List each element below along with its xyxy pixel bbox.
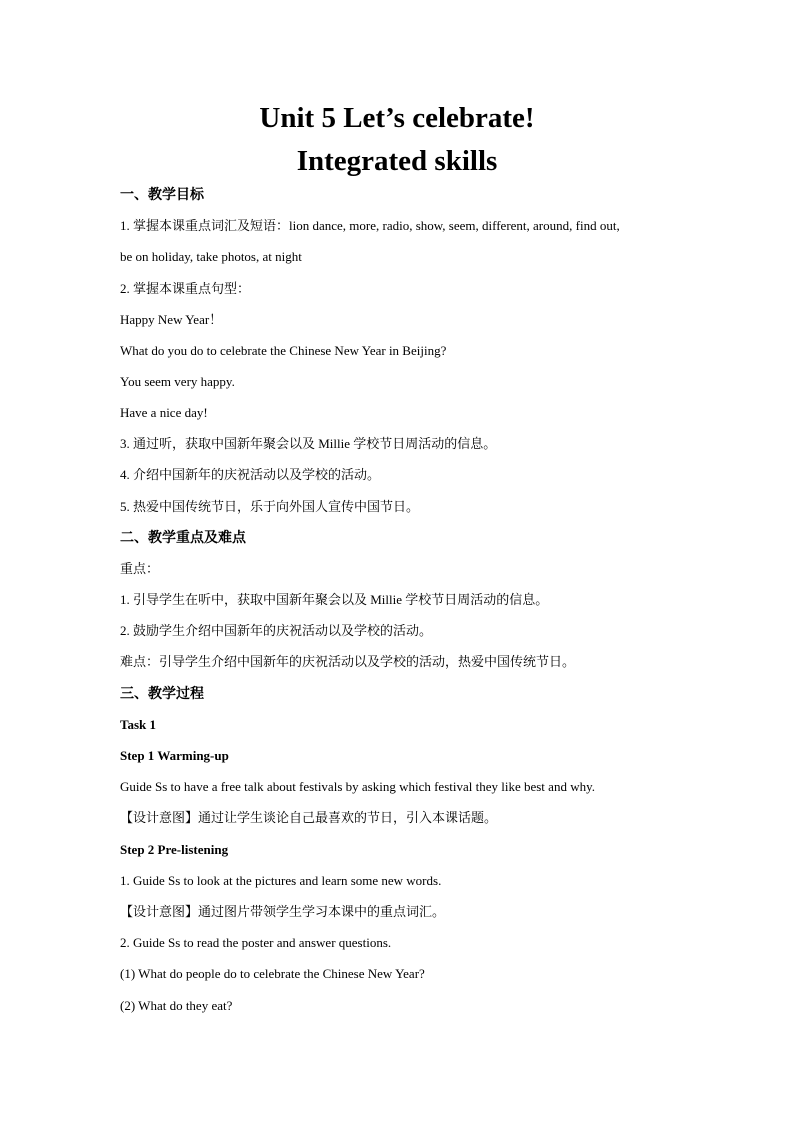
document-title: Unit 5 Let’s celebrate!: [259, 102, 535, 134]
paragraph-line: 2. 鼓励学生介绍中国新年的庆祝活动以及学校的活动。: [120, 623, 433, 638]
paragraph-line: (2) What do they eat?: [120, 998, 233, 1013]
paragraph-line: 4. 介绍中国新年的庆祝活动以及学校的活动。: [120, 467, 381, 482]
task-heading: Task 1: [120, 717, 157, 732]
paragraph-line: 3. 通过听，获取中国新年聚会以及 Millie 学校节日周活动的信息。: [120, 436, 497, 451]
section-heading-process: 三、教学过程: [120, 686, 204, 702]
paragraph-line: What do you do to celebrate the Chinese New Year in Beijing?: [120, 343, 447, 358]
paragraph-line: be on holiday, take photos, at night: [120, 249, 302, 264]
step-heading: Step 2 Pre-listening: [120, 842, 229, 857]
paragraph-line: 2. Guide Ss to read the poster and answer questions.: [120, 935, 392, 950]
paragraph-line: 1. Guide Ss to look at the pictures and learn some new words.: [120, 873, 442, 888]
paragraph-line: 【设计意图】通过让学生谈论自己最喜欢的节日，引入本课话题。: [120, 810, 498, 825]
paragraph-line: 5. 热爱中国传统节日，乐于向外国人宣传中国节日。: [120, 499, 420, 514]
paragraph-line: 1. 引导学生在听中，获取中国新年聚会以及 Millie 学校节日周活动的信息。: [120, 592, 549, 607]
document-subtitle: Integrated skills: [296, 145, 498, 177]
paragraph-line: Happy New Year！: [120, 312, 223, 327]
section-heading-objectives: 一、教学目标: [120, 187, 204, 203]
paragraph-line: 2. 掌握本课重点句型：: [120, 281, 251, 296]
paragraph-line: Have a nice day!: [120, 405, 208, 420]
paragraph-line: 重点：: [120, 561, 160, 576]
step-heading: Step 1 Warming-up: [120, 748, 229, 763]
paragraph-line: 难点：引导学生介绍中国新年的庆祝活动以及学校的活动，热爱中国传统节日。: [120, 654, 576, 669]
paragraph-line: 【设计意图】通过图片带领学生学习本课中的重点词汇。: [120, 904, 446, 919]
paragraph-line: (1) What do people do to celebrate the Chinese New Year?: [120, 966, 425, 981]
paragraph-line: 1. 掌握本课重点词汇及短语：lion dance, more, radio, show, seem, different, around, find out,: [120, 218, 620, 233]
paragraph-line: Guide Ss to have a free talk about festivals by asking which festival they like best and why.: [120, 779, 595, 794]
section-heading-key-points: 二、教学重点及难点: [120, 530, 246, 546]
paragraph-line: You seem very happy.: [120, 374, 235, 389]
